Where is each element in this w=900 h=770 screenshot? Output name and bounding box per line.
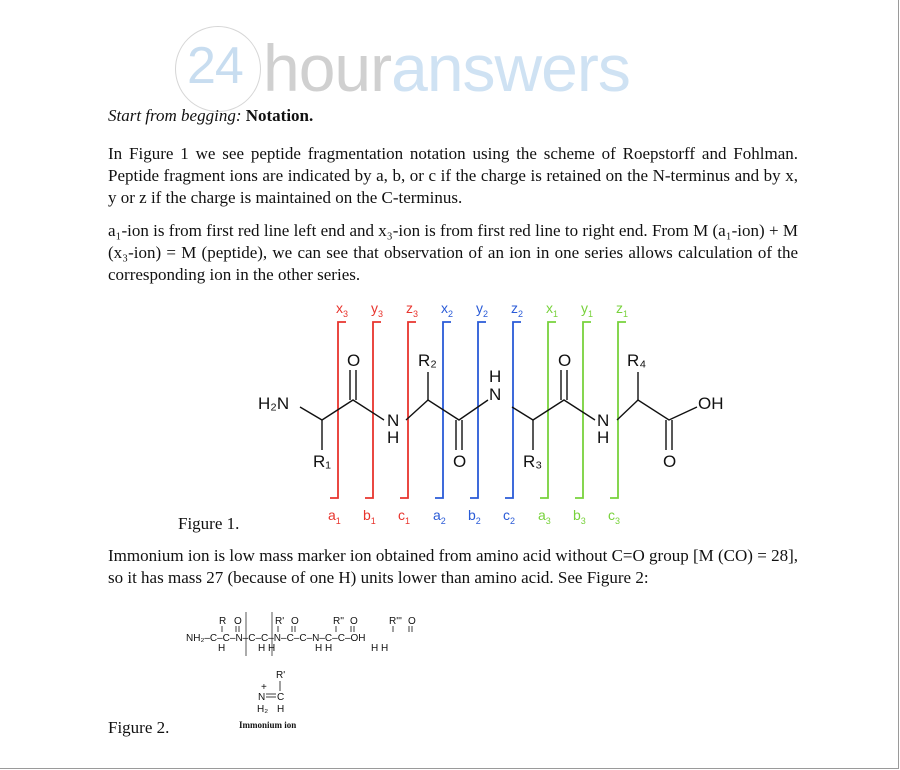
figure1-peptide-fragmentation [240,292,724,532]
chain-r-tprime: R''' [389,616,402,627]
r1-label: R₁ [313,452,332,471]
chain-h-1: H [218,643,226,654]
figure1-caption: Figure 1. [178,514,240,533]
immonium-plus: + [261,682,267,693]
cleavage-bracket [505,322,521,498]
chain-h-2: H H [258,643,276,654]
fragmentation-brackets [330,322,626,498]
top-ion-label: $z_1$ [616,300,629,319]
chain-substituents [186,616,416,654]
top-ion-label: $z_3$ [406,300,419,319]
immonium-h2: H₂ [257,704,269,715]
chain-r: R [219,616,227,627]
h2n-label: H₂N [258,394,290,413]
immonium-h: H [277,704,285,715]
chain-bonds [222,626,412,632]
immonium-n: N [258,692,266,703]
nitrogen-2: N [489,385,502,404]
oh-label: OH [698,394,724,413]
nitrogen-3: N [597,411,610,430]
r4-label: R₄ [627,351,647,370]
logo-number: 24 [187,37,243,95]
chain-h-4: H H [371,643,389,654]
r2-label: R₂ [418,351,437,370]
figure2-immonium-structure [180,608,480,740]
top-ion-label: $x_3$ [336,300,349,319]
paragraph-ion-series: a₁-ion is from first red line left end and x₃-ion is from first red line to right end. From M (a₁-ion) + M (x₃-ion) = M (peptide), we can see that observation of an ion in one series allows calculation of the corresponding ion in the other series. [108,221,798,284]
intro-line [108,106,313,126]
immonium-ion [257,670,285,715]
bottom-ion-label: $a_3$ [538,507,551,526]
oxygen-2: O [453,452,467,471]
paragraph-immonium: Immonium ion is low mass marker ion obtained from amino acid without C=O group [M (CO) = 28], so it has mass 27 (because of one H) units lower than amino acid. See Figure 2: [108,546,798,587]
hydrogen-1: H [387,428,400,447]
chain-o-1: O [234,616,242,627]
paragraph-notation: In Figure 1 we see peptide fragmentation notation using the scheme of Roepstorff and Fohlman. Peptide fragment ions are indicated by a, b, or c if the charge is retained on the N-terminus and by x, y or z if the charge is maintained on the C-terminus. [108,144,798,207]
chain-o-2: O [291,616,299,627]
top-ion-label: $z_2$ [511,300,524,319]
top-ion-label: $x_1$ [546,300,559,319]
oxygen-4: O [663,452,677,471]
r3-label: R₃ [523,452,543,471]
immonium-ion-label: Immonium ion [239,720,297,730]
logo-wordmark [263,30,630,106]
bottom-ion-label: $b_3$ [573,507,586,526]
bottom-ion-label: $c_3$ [608,507,621,526]
hydrogen-3: H [597,428,610,447]
intro-bold: Notation. [245,106,314,125]
top-ion-labels [336,300,628,319]
bottom-ion-label: $a_1$ [328,507,341,526]
immonium-r-prime: R' [276,670,286,681]
top-ion-label: $y_3$ [371,300,384,319]
nitrogen-1: N [387,411,400,430]
cleavage-bracket [575,322,591,498]
oxygen-1: O [347,351,361,370]
chain-r-prime: R' [275,616,285,627]
intro-italic: Start from begging: [108,106,242,125]
bottom-ion-label: $b_2$ [468,507,481,526]
bottom-ion-label: $a_2$ [433,507,446,526]
chain-main: NH₂–C–C–N–C–C–N–C–C–N–C–C–OH [186,633,366,644]
bottom-ion-label: $b_1$ [363,507,376,526]
logo-word-hour: hour [263,31,392,105]
chain-h-3: H H [315,643,333,654]
bottom-ion-label: $c_1$ [398,507,411,526]
peptide-atoms [258,351,724,471]
chain-r-dprime: R'' [333,616,345,627]
top-ion-label: $x_2$ [441,300,454,319]
cleavage-bracket [400,322,416,498]
logo-word-answers: answers [391,31,630,105]
figure2-caption: Figure 2. [108,718,170,737]
top-ion-label: $y_1$ [581,300,594,319]
immonium-c: C [277,692,285,703]
oxygen-3: O [558,351,572,370]
cleavage-bracket [610,322,626,498]
chain-o-3: O [350,616,358,627]
bottom-ion-label: $c_2$ [503,507,516,526]
bottom-ion-labels [328,507,620,526]
hydrogen-2: H [489,367,502,386]
top-ion-label: $y_2$ [476,300,489,319]
chain-o-4: O [408,616,416,627]
